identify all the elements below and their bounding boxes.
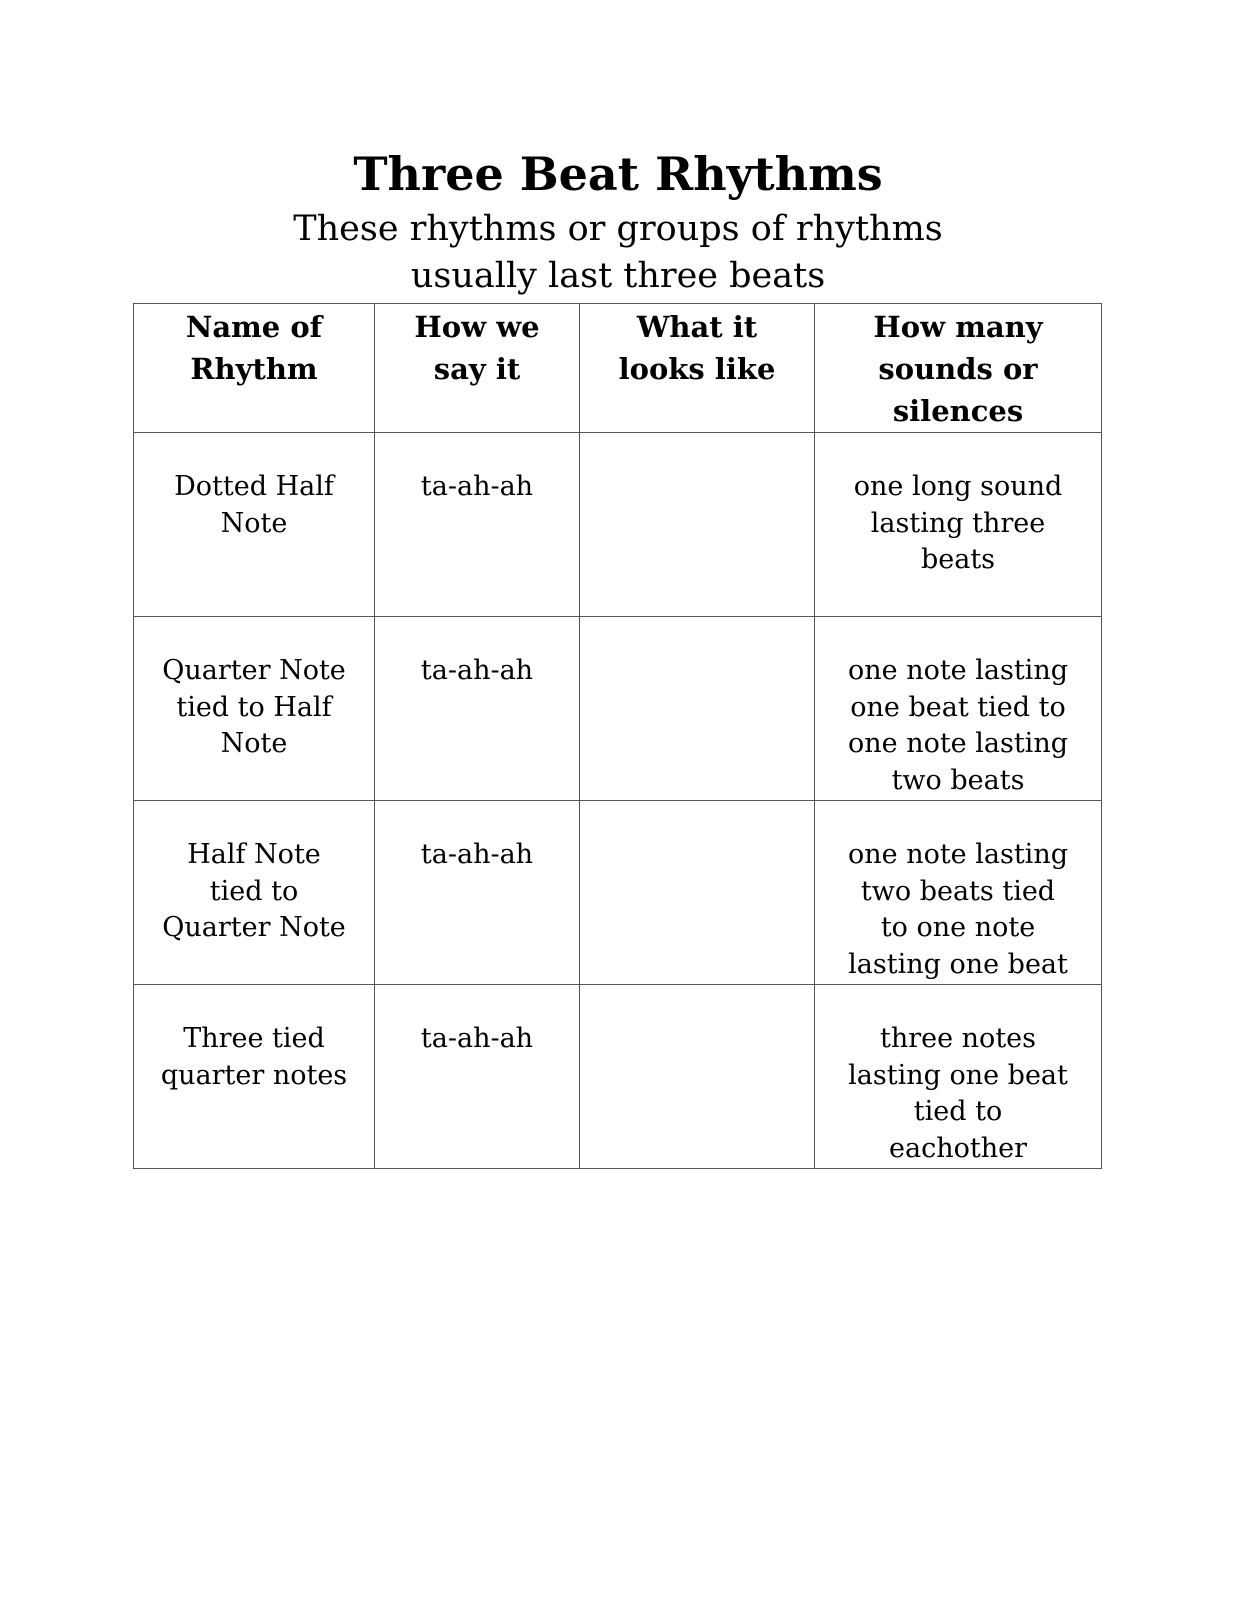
rhythm-notation-cell[interactable]	[580, 433, 815, 617]
rhythm-syllables-cell: ta-ah-ah	[375, 433, 580, 617]
rhythm-count-cell: one long sound lasting three beats	[815, 433, 1102, 617]
subtitle-line-1: These rhythms or groups of rhythms	[293, 209, 943, 249]
header-sounds-or-silences: How many sounds or silences	[815, 304, 1102, 433]
rhythm-name-cell: Quarter Note tied to Half Note	[134, 617, 375, 801]
table-row	[134, 617, 1102, 801]
header-how-we-say-it: How we say it	[375, 304, 580, 433]
rhythm-count-cell: three notes lasting one beat tied to eachother	[815, 985, 1102, 1169]
rhythm-count-cell: one note lasting one beat tied to one note lasting two beats	[815, 617, 1102, 801]
rhythms-table	[133, 303, 1102, 1169]
rhythm-name-cell: Three tied quarter notes	[134, 985, 375, 1169]
rhythm-notation-cell[interactable]	[580, 985, 815, 1169]
rhythm-notation-cell[interactable]	[580, 801, 815, 985]
rhythm-notation-cell[interactable]	[580, 617, 815, 801]
rhythm-name-cell: Dotted Half Note	[134, 433, 375, 617]
page-subtitle	[0, 206, 1236, 300]
table-row	[134, 433, 1102, 617]
rhythm-count-cell: one note lasting two beats tied to one note lasting one beat	[815, 801, 1102, 985]
table-row	[134, 985, 1102, 1169]
page-title: Three Beat Rhythms	[353, 147, 883, 201]
table-header-row	[134, 304, 1102, 433]
rhythm-name-cell: Half Note tied to Quarter Note	[134, 801, 375, 985]
subtitle-line-2: usually last three beats	[410, 256, 826, 296]
rhythm-syllables-cell: ta-ah-ah	[375, 801, 580, 985]
table-row	[134, 801, 1102, 985]
rhythm-syllables-cell: ta-ah-ah	[375, 617, 580, 801]
rhythm-syllables-cell: ta-ah-ah	[375, 985, 580, 1169]
header-what-it-looks-like: What it looks like	[580, 304, 815, 433]
header-name-of-rhythm: Name of Rhythm	[134, 304, 375, 433]
